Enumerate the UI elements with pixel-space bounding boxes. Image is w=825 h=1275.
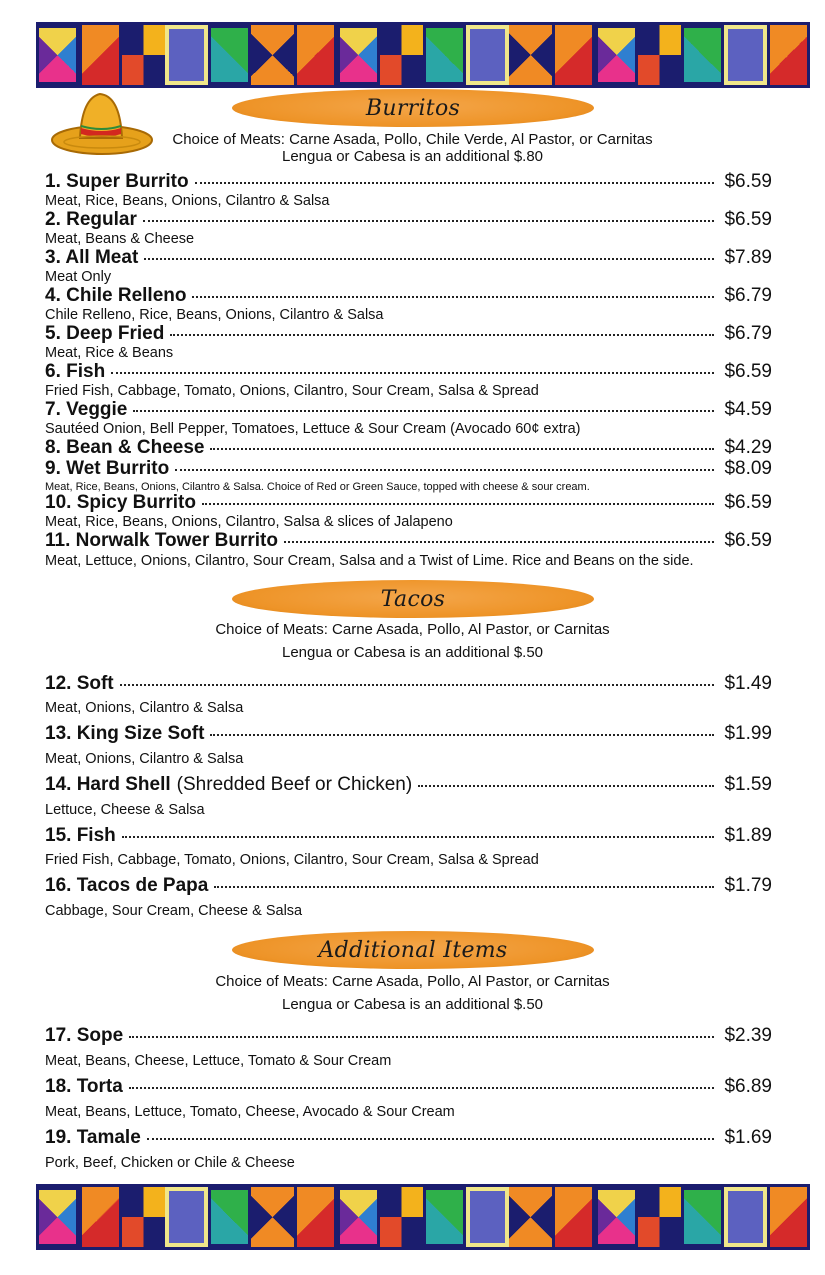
item-note: (Shredded Beef or Chicken)	[176, 774, 413, 795]
item-price: $1.99	[724, 723, 772, 744]
item-price: $2.39	[724, 1025, 772, 1046]
menu-item	[45, 458, 772, 480]
item-description: Fried Fish, Cabbage, Tomato, Onions, Cilantro, Sour Cream, Salsa & Spread	[45, 852, 539, 868]
item-name: 10. Spicy Burrito	[45, 492, 196, 513]
item-description: Meat, Onions, Cilantro & Salsa	[45, 700, 244, 716]
menu-item	[45, 361, 772, 383]
item-price: $7.89	[724, 247, 772, 268]
burritos-heading: Burritos	[232, 89, 594, 127]
menu-item	[45, 437, 772, 459]
item-description: Meat, Rice, Beans, Onions, Cilantro & Salsa	[45, 193, 330, 209]
item-description: Meat, Rice, Beans, Onions, Cilantro & Salsa. Choice of Red or Green Sauce, topped with cheese & sour cream.	[45, 481, 590, 493]
menu-item	[45, 673, 772, 695]
item-price: $6.59	[724, 530, 772, 551]
tacos-meat-choices: Choice of Meats: Carne Asada, Pollo, Al Pastor, or Carnitas	[215, 621, 610, 638]
item-name: 6. Fish	[45, 361, 106, 382]
item-price: $6.79	[724, 323, 772, 344]
item-name: 15. Fish	[45, 825, 116, 846]
burritos-meat-choices: Choice of Meats: Carne Asada, Pollo, Chile Verde, Al Pastor, or Carnitas	[172, 131, 653, 148]
item-name: 16. Tacos de Papa	[45, 875, 209, 896]
menu-item	[45, 1127, 772, 1149]
menu-item	[45, 825, 772, 847]
menu-item	[45, 875, 772, 897]
menu-item	[45, 171, 772, 193]
item-price: $1.79	[724, 875, 772, 896]
item-price: $6.59	[724, 171, 772, 192]
item-name: 13. King Size Soft	[45, 723, 205, 744]
decorative-border-bottom	[36, 1184, 810, 1250]
item-price: $4.29	[724, 437, 772, 458]
item-description: Meat, Onions, Cilantro & Salsa	[45, 751, 244, 767]
item-description: Meat Only	[45, 269, 112, 285]
item-name: 4. Chile Relleno	[45, 285, 187, 306]
item-description: Sautéed Onion, Bell Pepper, Tomatoes, Lettuce & Sour Cream (Avocado 60¢ extra)	[45, 421, 581, 437]
item-price: $4.59	[724, 399, 772, 420]
menu-item	[45, 774, 772, 796]
item-price: $1.69	[724, 1127, 772, 1148]
item-description: Meat, Lettuce, Onions, Cilantro, Sour Cream, Salsa and a Twist of Lime. Rice and Beans on the side.	[45, 553, 694, 569]
item-description: Pork, Beef, Chicken or Chile & Cheese	[45, 1155, 295, 1171]
item-price: $6.59	[724, 209, 772, 230]
item-price: $6.89	[724, 1076, 772, 1097]
item-price: $1.59	[724, 774, 772, 795]
item-name: 5. Deep Fried	[45, 323, 165, 344]
item-description: Meat, Beans, Lettuce, Tomato, Cheese, Avocado & Sour Cream	[45, 1104, 455, 1120]
item-name: 8. Bean & Cheese	[45, 437, 205, 458]
tacos-heading: Tacos	[232, 580, 594, 618]
item-description: Lettuce, Cheese & Salsa	[45, 802, 205, 818]
item-description: Fried Fish, Cabbage, Tomato, Onions, Cilantro, Sour Cream, Salsa & Spread	[45, 383, 539, 399]
menu-item	[45, 247, 772, 269]
item-name: 9. Wet Burrito	[45, 458, 170, 479]
menu-item	[45, 492, 772, 514]
menu-item	[45, 1076, 772, 1098]
additional-surcharge: Lengua or Cabesa is an additional $.50	[281, 996, 544, 1013]
item-description: Meat, Beans & Cheese	[45, 231, 195, 247]
item-name: 7. Veggie	[45, 399, 128, 420]
menu-item	[45, 209, 772, 231]
menu-item	[45, 1025, 772, 1047]
decorative-border-top	[36, 22, 810, 88]
menu-item	[45, 323, 772, 345]
item-name: 14. Hard Shell	[45, 774, 171, 795]
menu-item	[45, 723, 772, 745]
tacos-surcharge: Lengua or Cabesa is an additional $.50	[281, 644, 544, 661]
item-description: Meat, Beans, Cheese, Lettuce, Tomato & Sour Cream	[45, 1053, 392, 1069]
menu-item	[45, 530, 772, 552]
additional-meat-choices: Choice of Meats: Carne Asada, Pollo, Al Pastor, or Carnitas	[215, 973, 610, 990]
item-name: 18. Torta	[45, 1076, 123, 1097]
item-name: 17. Sope	[45, 1025, 124, 1046]
item-name: 11. Norwalk Tower Burrito	[45, 530, 278, 551]
item-name: 3. All Meat	[45, 247, 139, 268]
item-price: $1.89	[724, 825, 772, 846]
item-name: 2. Regular	[45, 209, 137, 230]
item-price: $1.49	[724, 673, 772, 694]
item-price: $6.79	[724, 285, 772, 306]
menu-item	[45, 285, 772, 307]
item-price: $6.59	[724, 492, 772, 513]
item-description: Meat, Rice & Beans	[45, 345, 174, 361]
burritos-surcharge: Lengua or Cabesa is an additional $.80	[281, 148, 544, 165]
item-price: $6.59	[724, 361, 772, 382]
additional-items-heading: Additional Items	[232, 931, 594, 969]
item-name: 12. Soft	[45, 673, 114, 694]
item-price: $8.09	[724, 458, 772, 479]
item-name: 1. Super Burrito	[45, 171, 189, 192]
item-description: Meat, Rice, Beans, Onions, Cilantro, Salsa & slices of Jalapeno	[45, 514, 453, 530]
menu-item	[45, 399, 772, 421]
item-description: Cabbage, Sour Cream, Cheese & Salsa	[45, 903, 303, 919]
item-name: 19. Tamale	[45, 1127, 141, 1148]
item-description: Chile Relleno, Rice, Beans, Onions, Cilantro & Salsa	[45, 307, 384, 323]
